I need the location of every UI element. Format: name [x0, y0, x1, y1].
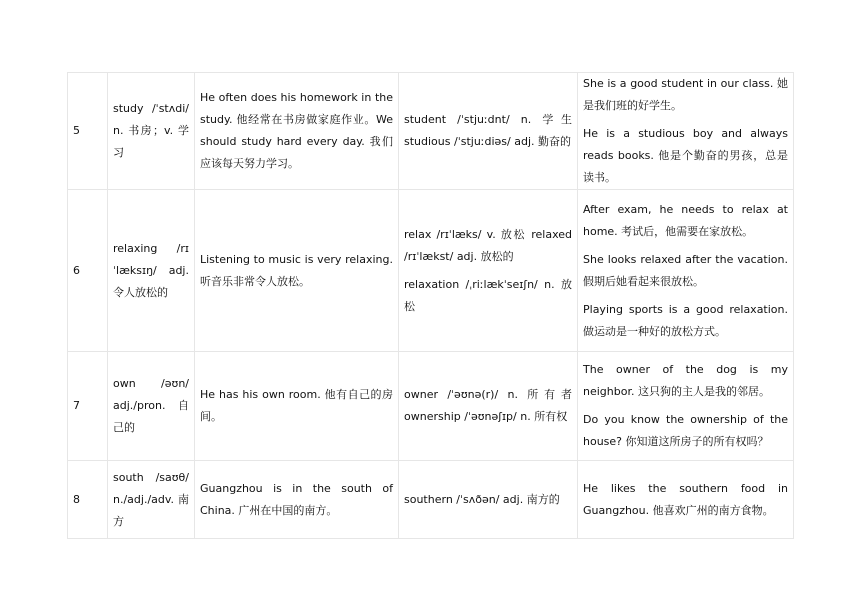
row-number: 8 [68, 461, 108, 539]
example-sentence: Guangzhou is in the south of China. 广州在中国的南方。 [195, 461, 399, 539]
more-example: The owner of the dog is my neighbor. 这只狗的主人是我的邻居。 [583, 363, 788, 398]
derivatives-cell [399, 73, 578, 190]
word-entry: own /əʊn/ adj./pron. 自己的 [108, 352, 195, 461]
table-row [68, 190, 794, 352]
row-number: 5 [68, 73, 108, 190]
word-entry: study /ˈstʌdi/ n. 书房；v. 学习 [108, 73, 195, 190]
word-entry: south /saʊθ/ n./adj./adv. 南方 [108, 461, 195, 539]
more-example: She looks relaxed after the vacation. 假期后她看起来很放松。 [583, 252, 788, 288]
more-example: Do you know the ownership of the house? 你知道这所房子的所有权吗？ [583, 413, 788, 448]
word-entry: relaxing /rɪˈlæksɪŋ/ adj. 令人放松的 [108, 190, 195, 352]
derivatives-cell [399, 190, 578, 352]
more-example: Playing sports is a good relaxation. 做运动是一种好的放松方式。 [583, 302, 788, 338]
table-row [68, 73, 794, 190]
more-example: After exam, he needs to relax at home. 考试后，他需要在家放松。 [583, 202, 788, 238]
example-sentence: He has his own room. 他有自己的房间。 [195, 352, 399, 461]
derivatives-cell [399, 461, 578, 539]
row-number: 6 [68, 190, 108, 352]
derivatives-cell [399, 352, 578, 461]
more-example: He likes the southern food in Guangzhou. 他喜欢广州的南方食物。 [583, 481, 788, 517]
derivative-text: southern /ˈsʌðən/ adj. 南方的 [404, 492, 560, 506]
derivative-text: relaxation /ˌriːlækˈseɪʃn/ n. 放松 [404, 277, 572, 313]
derivative-text: relax /rɪˈlæks/ v. 放松 relaxed /rɪˈlækst/ adj. 放松的 [404, 227, 572, 263]
derivative-text: student /ˈstjuːdnt/ n. 学生 studious /ˈstjuːdiəs/ adj. 勤奋的 [404, 113, 572, 148]
table-row [68, 352, 794, 461]
more-example: She is a good student in our class. 她是我们班的好学生。 [583, 77, 788, 112]
more-examples-cell [578, 461, 794, 539]
vocabulary-table [67, 72, 794, 539]
example-sentence: Listening to music is very relaxing. 听音乐非常令人放松。 [195, 190, 399, 352]
table-row [68, 461, 794, 539]
example-sentence: He often does his homework in the study. 他经常在书房做家庭作业。We should study hard every day. 我们应该每天努力学习。 [195, 73, 399, 190]
more-example: He is a studious boy and always reads books. 他是个勤奋的男孩，总是读书。 [583, 127, 788, 184]
row-number: 7 [68, 352, 108, 461]
more-examples-cell [578, 190, 794, 352]
derivative-text: owner /ˈəʊnə(r)/ n. 所有者 ownership /ˈəʊnəʃɪp/ n. 所有权 [404, 388, 572, 423]
more-examples-cell [578, 73, 794, 190]
more-examples-cell [578, 352, 794, 461]
